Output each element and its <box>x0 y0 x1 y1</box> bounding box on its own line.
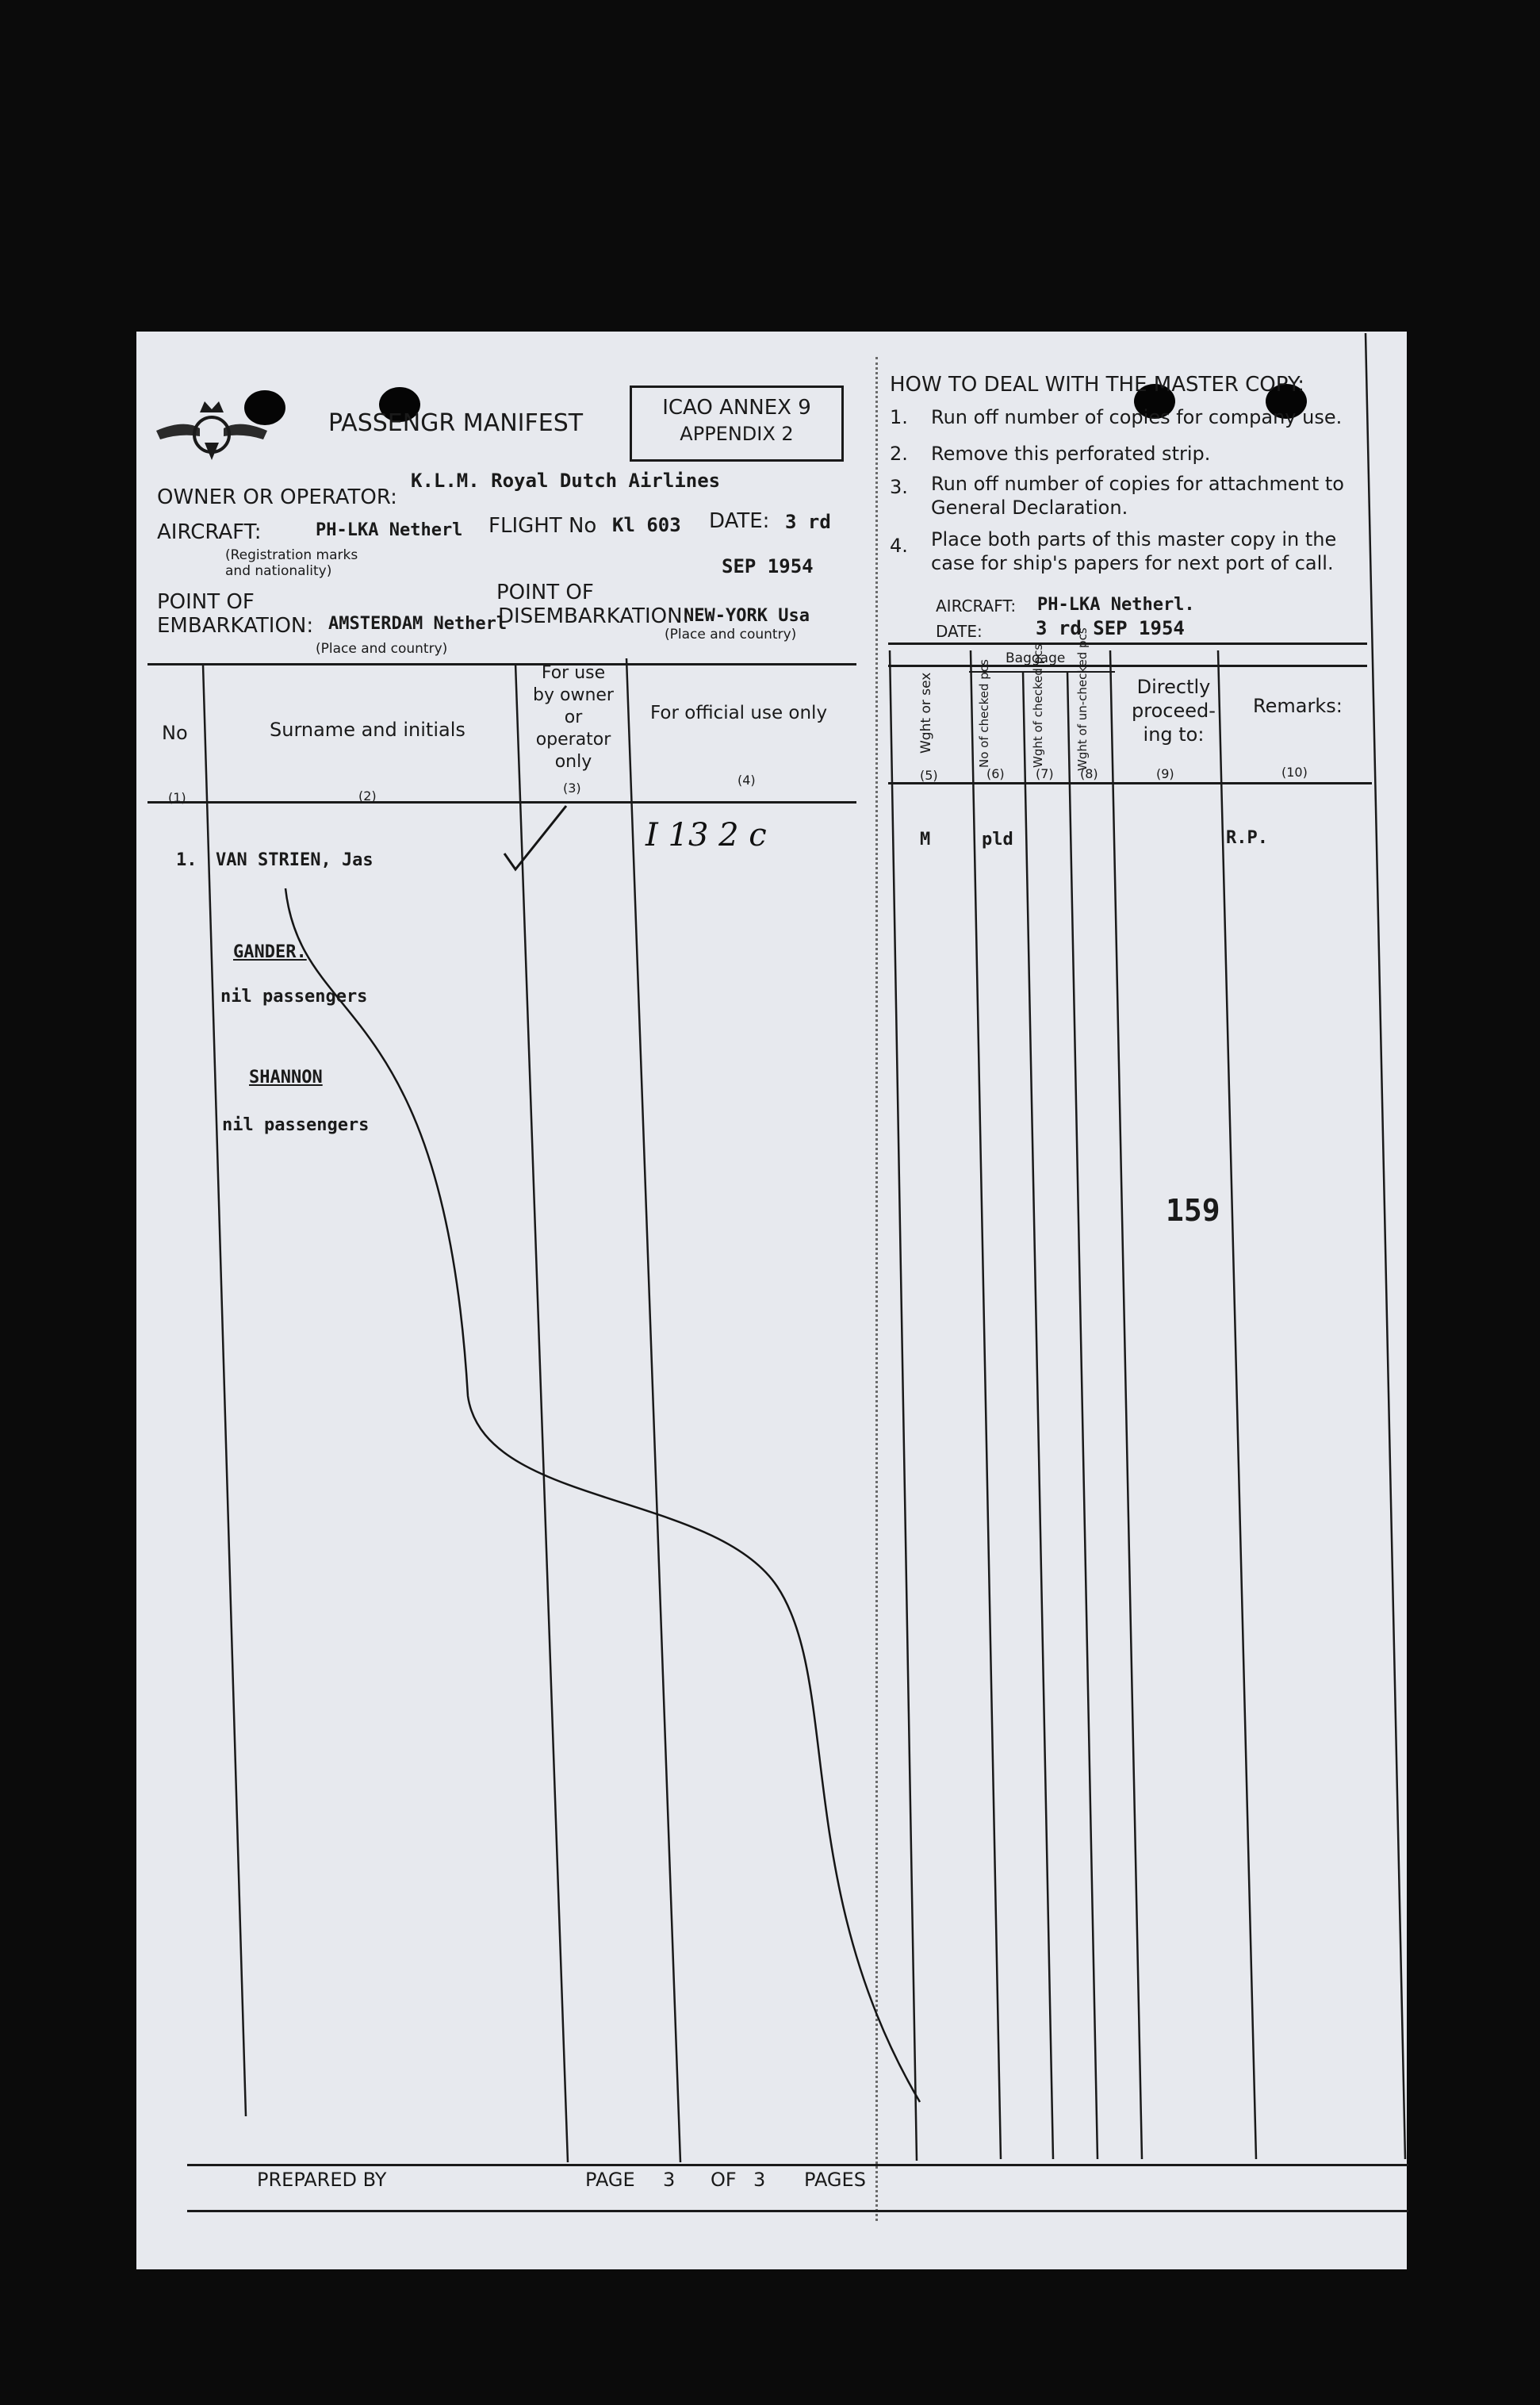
col-header-line: ing to: <box>1143 723 1205 746</box>
shannon-heading: SHANNON <box>249 1068 323 1087</box>
date-label: DATE: <box>709 509 770 533</box>
instruction-text: case for ship's papers for next port of call. <box>931 552 1334 574</box>
total-pages: 3 <box>753 2169 766 2191</box>
right-date-label: DATE: <box>936 622 983 641</box>
manifest-title: PASSENGR MANIFEST <box>328 409 584 437</box>
owner-value: K.L.M. Royal Dutch Airlines <box>411 470 721 492</box>
embarkation-value: AMSTERDAM Netherl <box>328 614 508 634</box>
instruction-number: 1. <box>890 406 908 428</box>
col-header-checked-pcs: No of checked pcs <box>977 659 991 768</box>
disembarkation-note: (Place and country) <box>665 627 797 642</box>
gander-note: nil passengers <box>220 987 368 1007</box>
page-label: PAGE <box>585 2169 635 2191</box>
column-number: (8) <box>1080 766 1098 781</box>
column-number: (7) <box>1036 766 1054 781</box>
prepared-by-label: PREPARED BY <box>257 2169 387 2191</box>
col-header-no: No <box>162 722 188 744</box>
embarkation-label: POINT OF <box>157 590 255 614</box>
owner-label: OWNER OR OPERATOR: <box>157 485 397 509</box>
column-number: (5) <box>920 768 938 783</box>
col-header-wght-sex: Wght or sex <box>918 672 934 754</box>
strike-through-curve <box>285 888 920 2102</box>
instruction-number: 3. <box>890 476 908 498</box>
footer-rule <box>187 2164 1408 2166</box>
flight-label: FLIGHT No <box>488 514 597 538</box>
check-mark <box>504 806 566 869</box>
disembarkation-label: DISEMBARKATION: <box>498 604 690 628</box>
date-value: 3 rd <box>785 511 831 533</box>
gander-heading: GANDER. <box>233 942 307 962</box>
column-number: (10) <box>1281 765 1308 780</box>
instruction-number: 2. <box>890 443 908 465</box>
page-number: 3 <box>663 2169 676 2191</box>
passenger-name: VAN STRIEN, Jas <box>216 850 374 870</box>
col-header-line: For use <box>541 663 606 683</box>
col-header-line: proceed- <box>1132 700 1216 722</box>
aircraft-label: AIRCRAFT: <box>157 520 262 544</box>
instruction-number: 4. <box>890 535 908 557</box>
right-aircraft-label: AIRCRAFT: <box>936 596 1017 616</box>
flight-value: Kl 603 <box>612 514 681 536</box>
col-header-line: operator <box>535 730 611 750</box>
column-number: (2) <box>358 788 377 804</box>
disembarkation-value: NEW-YORK Usa <box>684 606 810 626</box>
column-number: (9) <box>1156 766 1174 781</box>
shannon-note: nil passengers <box>222 1115 370 1135</box>
instruction-text: Run off number of copies for attachment to <box>931 473 1344 495</box>
col-header-line: only <box>554 752 592 772</box>
right-aircraft-value: PH-LKA Netherl. <box>1037 595 1195 615</box>
passenger-remarks: R.P. <box>1226 828 1268 848</box>
stamp-number: 159 <box>1166 1193 1220 1228</box>
checked-pieces: pld <box>982 830 1013 850</box>
col-header-wght-checked: Wght of checked pcs <box>1031 643 1045 768</box>
column-number: (3) <box>563 781 581 796</box>
aircraft-value: PH-LKA Netherl <box>316 520 463 540</box>
official-handwritten-code: I 13 2 c <box>645 817 767 853</box>
aircraft-note: (Registration marks <box>225 547 358 563</box>
col-header-line: Directly <box>1136 676 1211 698</box>
icao-appendix: APPENDIX 2 <box>680 423 794 445</box>
pages-label: PAGES <box>804 2169 866 2191</box>
instruction-text: Run off number of copies for company use. <box>931 406 1343 428</box>
bottom-rule <box>187 2210 1408 2212</box>
instruction-text: General Declaration. <box>931 497 1128 519</box>
aircraft-note: and nationality) <box>225 563 332 579</box>
col-header-wght-unchecked: Wght of un-checked pcs <box>1075 627 1090 771</box>
instruction-text: Remove this perforated strip. <box>931 443 1211 465</box>
col-header-surname: Surname and initials <box>270 719 465 741</box>
embarkation-note: (Place and country) <box>316 641 448 657</box>
disembarkation-label: POINT OF <box>496 581 594 604</box>
col-header-official: For official use only <box>650 703 828 723</box>
col-header-remarks: Remarks: <box>1253 695 1343 717</box>
column-number: (4) <box>737 773 756 788</box>
right-date-value: 3 rd SEP 1954 <box>1036 617 1185 639</box>
embarkation-label: EMBARKATION: <box>157 614 314 638</box>
column-number: (6) <box>986 766 1005 781</box>
col-header-baggage: Baggage <box>1006 650 1066 666</box>
master-copy-heading: HOW TO DEAL WITH THE MASTER COPY: <box>890 373 1305 397</box>
date-value-month-year: SEP 1954 <box>722 555 814 577</box>
col-header-line: or <box>564 708 583 727</box>
instruction-text: Place both parts of this master copy in the <box>931 528 1337 550</box>
passenger-sex: M <box>920 830 931 850</box>
icao-annex: ICAO ANNEX 9 <box>662 396 811 420</box>
col-header-line: by owner <box>533 685 614 705</box>
column-number: (1) <box>168 790 186 805</box>
row-number: 1. <box>176 850 197 870</box>
of-label: OF <box>711 2169 737 2191</box>
